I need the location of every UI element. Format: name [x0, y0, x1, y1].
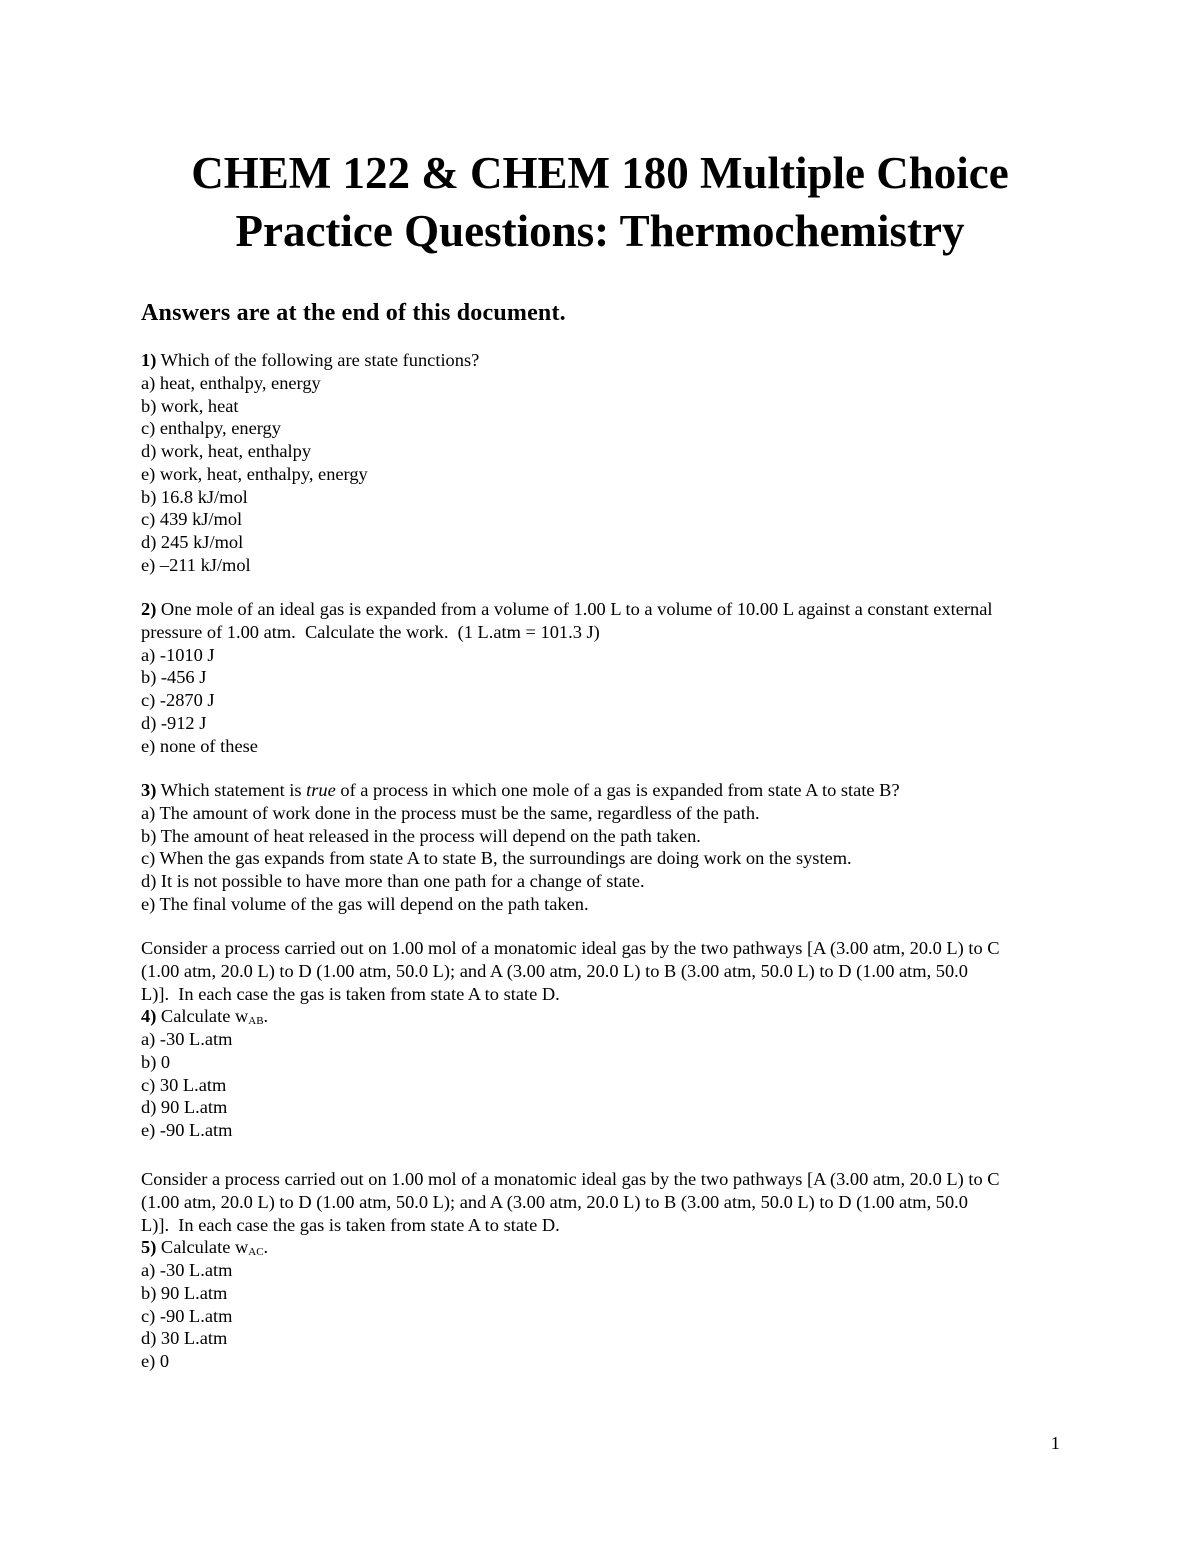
question-3-option: c) When the gas expands from state A to state B, the surroundings are doing work on the system. [141, 848, 852, 869]
question-1-option: c) enthalpy, energy [141, 418, 281, 439]
question-5-option: d) 30 L.atm [141, 1328, 228, 1349]
title-line-1: CHEM 122 & CHEM 180 Multiple Choice [191, 148, 1009, 198]
question-1-option: e) –211 kJ/mol [141, 554, 251, 575]
question-4-subscript: AB [248, 1015, 264, 1028]
question-4-context-line: Consider a process carried out on 1.00 mol of a monatomic ideal gas by the two pathways [A (3.00 atm, 20.0 L) to C [141, 938, 1000, 958]
question-3-stem [141, 779, 1071, 802]
question-2-option: c) -2870 J [141, 690, 215, 710]
question-3-number: 3) [141, 780, 157, 800]
question-5-subscript: AC [248, 1246, 264, 1259]
question-2-option: a) -1010 J [141, 644, 215, 665]
question-3-option: a) The amount of work done in the process must be the same, regardless of the path. [141, 802, 760, 823]
question-4-option: b) 0 [141, 1051, 171, 1072]
question-3 [141, 779, 1071, 916]
question-4-number: 4) [141, 1006, 157, 1027]
question-1-option: d) work, heat, enthalpy [141, 441, 312, 461]
question-3-option: d) It is not possible to have more than one path for a change of state. [141, 871, 645, 891]
question-4-context-line: L)]. In each case the gas is taken from state A to state D. [141, 983, 560, 1004]
question-5-context-line: Consider a process carried out on 1.00 mol of a monatomic ideal gas by the two pathways [A (3.00 atm, 20.0 L) to C [141, 1169, 1000, 1189]
question-5-context-line: (1.00 atm, 20.0 L) to D (1.00 atm, 50.0 L); and A (3.00 atm, 20.0 L) to B (3.00 atm, 50.0 L) to D (1.00 atm, 50.0 [141, 1191, 968, 1212]
question-3-option: b) The amount of heat released in the process will depend on the path taken. [141, 825, 701, 846]
question-2-option: e) none of these [141, 735, 258, 756]
question-2-text: One mole of an ideal gas is expanded from a volume of 1.00 L to a volume of 10.00 L against a constant external [156, 599, 993, 619]
question-5-option: a) -30 L.atm [141, 1260, 233, 1280]
question-2-stem-line-2: pressure of 1.00 atm. Calculate the work. (1 L.atm = 101.3 J) [141, 621, 600, 642]
question-1-option: a) heat, enthalpy, energy [141, 372, 321, 393]
question-5-text-end: . [263, 1237, 269, 1258]
question-1-stem [141, 349, 1071, 372]
question-1-option: b) 16.8 kJ/mol [141, 486, 248, 507]
question-5-option: c) -90 L.atm [141, 1305, 233, 1326]
question-2-option: d) -912 J [141, 712, 207, 733]
question-5-number: 5) [141, 1237, 157, 1258]
question-1-option: d) 245 kJ/mol [141, 532, 244, 552]
question-3-text-before: Which statement is [156, 780, 307, 800]
question-1-number: 1) [141, 350, 157, 370]
question-1-option: e) work, heat, enthalpy, energy [141, 463, 368, 484]
question-4-option: d) 90 L.atm [141, 1097, 228, 1118]
question-5-stem [141, 1236, 1071, 1259]
question-4 [141, 937, 1071, 1142]
question-3-option: e) The final volume of the gas will depend on the path taken. [141, 893, 589, 914]
question-5-option: e) 0 [141, 1351, 170, 1371]
question-1-option: c) 439 kJ/mol [141, 509, 243, 530]
question-3-emphasis: true [306, 780, 336, 800]
question-4-option: a) -30 L.atm [141, 1029, 233, 1049]
question-2-option: b) -456 J [141, 667, 207, 688]
question-1-text: Which of the following are state functions? [156, 350, 480, 370]
question-2 [141, 598, 1071, 757]
question-5-context-line: L)]. In each case the gas is taken from state A to state D. [141, 1214, 560, 1235]
question-4-option: e) -90 L.atm [141, 1120, 233, 1140]
document-title [0, 144, 1200, 260]
question-2-number: 2) [141, 599, 157, 619]
answers-notice: Answers are at the end of this document. [141, 300, 566, 326]
title-line-2: Practice Questions: Thermochemistry [235, 206, 965, 256]
question-5-text: Calculate w [156, 1237, 249, 1258]
question-3-text-after: of a process in which one mole of a gas is expanded from state A to state B? [335, 780, 900, 800]
question-4-context-line: (1.00 atm, 20.0 L) to D (1.00 atm, 50.0 L); and A (3.00 atm, 20.0 L) to B (3.00 atm, 50.0 L) to D (1.00 atm, 50.0 [141, 960, 968, 981]
page-number: 1 [1050, 1433, 1060, 1453]
question-1-option: b) work, heat [141, 395, 239, 416]
question-5-option: b) 90 L.atm [141, 1282, 228, 1303]
question-4-text-end: . [263, 1006, 269, 1027]
question-4-text: Calculate w [156, 1006, 249, 1027]
question-4-stem [141, 1005, 1071, 1028]
question-1 [141, 349, 1071, 577]
question-2-stem-line-1 [141, 598, 1071, 621]
question-4-option: c) 30 L.atm [141, 1074, 227, 1095]
question-5 [141, 1168, 1071, 1373]
